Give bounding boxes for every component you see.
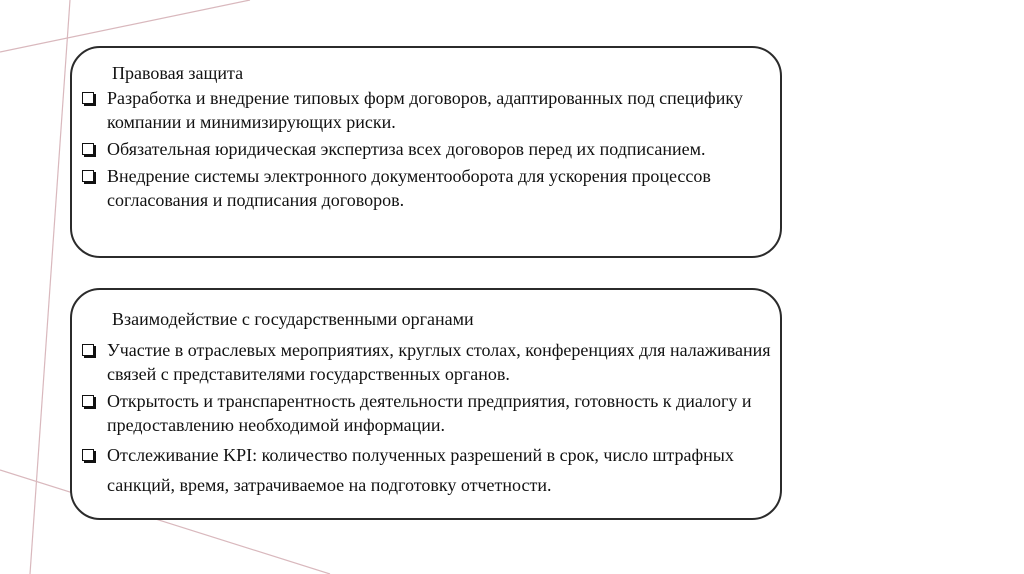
checkbox-bullet-icon bbox=[82, 143, 94, 155]
list-item-text: Открытость и транспарентность деятельности предприятия, готовность к диалогу и предоставлению необходимой информации. bbox=[107, 391, 752, 435]
checkbox-bullet-icon bbox=[82, 92, 94, 104]
legal-protection-list bbox=[80, 86, 774, 215]
list-item-text: Участие в отраслевых мероприятиях, круглых столах, конференциях для налаживания связей с представителями государственных органов. bbox=[107, 340, 771, 384]
legal-protection-card bbox=[70, 46, 782, 258]
checkbox-bullet-icon bbox=[82, 170, 94, 182]
list-item-text: Разработка и внедрение типовых форм договоров, адаптированных под специфику компании и минимизирующих риски. bbox=[107, 88, 743, 132]
list-item bbox=[80, 137, 774, 161]
checkbox-bullet-icon bbox=[82, 344, 94, 356]
deco-line-2 bbox=[30, 0, 70, 574]
list-item bbox=[80, 440, 774, 500]
checkbox-bullet-icon bbox=[82, 395, 94, 407]
government-relations-list bbox=[80, 338, 774, 503]
list-item-text: Отслеживание KPI: количество полученных разрешений в срок, число штрафных санкций, время, затрачиваемое на подготовку отчетности. bbox=[107, 445, 734, 495]
list-item-text: Обязательная юридическая экспертиза всех договоров перед их подписанием. bbox=[107, 139, 706, 159]
list-item-text: Внедрение системы электронного документооборота для ускорения процессов согласования и подписания договоров. bbox=[107, 166, 711, 210]
deco-line-1 bbox=[0, 0, 250, 52]
list-item bbox=[80, 164, 774, 212]
list-item bbox=[80, 338, 774, 386]
government-relations-title: Взаимодействие с государственными органами bbox=[112, 309, 474, 329]
government-relations-card bbox=[70, 288, 782, 520]
legal-protection-title: Правовая защита bbox=[112, 63, 244, 83]
list-item bbox=[80, 389, 774, 437]
checkbox-bullet-icon bbox=[82, 449, 94, 461]
list-item bbox=[80, 86, 774, 134]
